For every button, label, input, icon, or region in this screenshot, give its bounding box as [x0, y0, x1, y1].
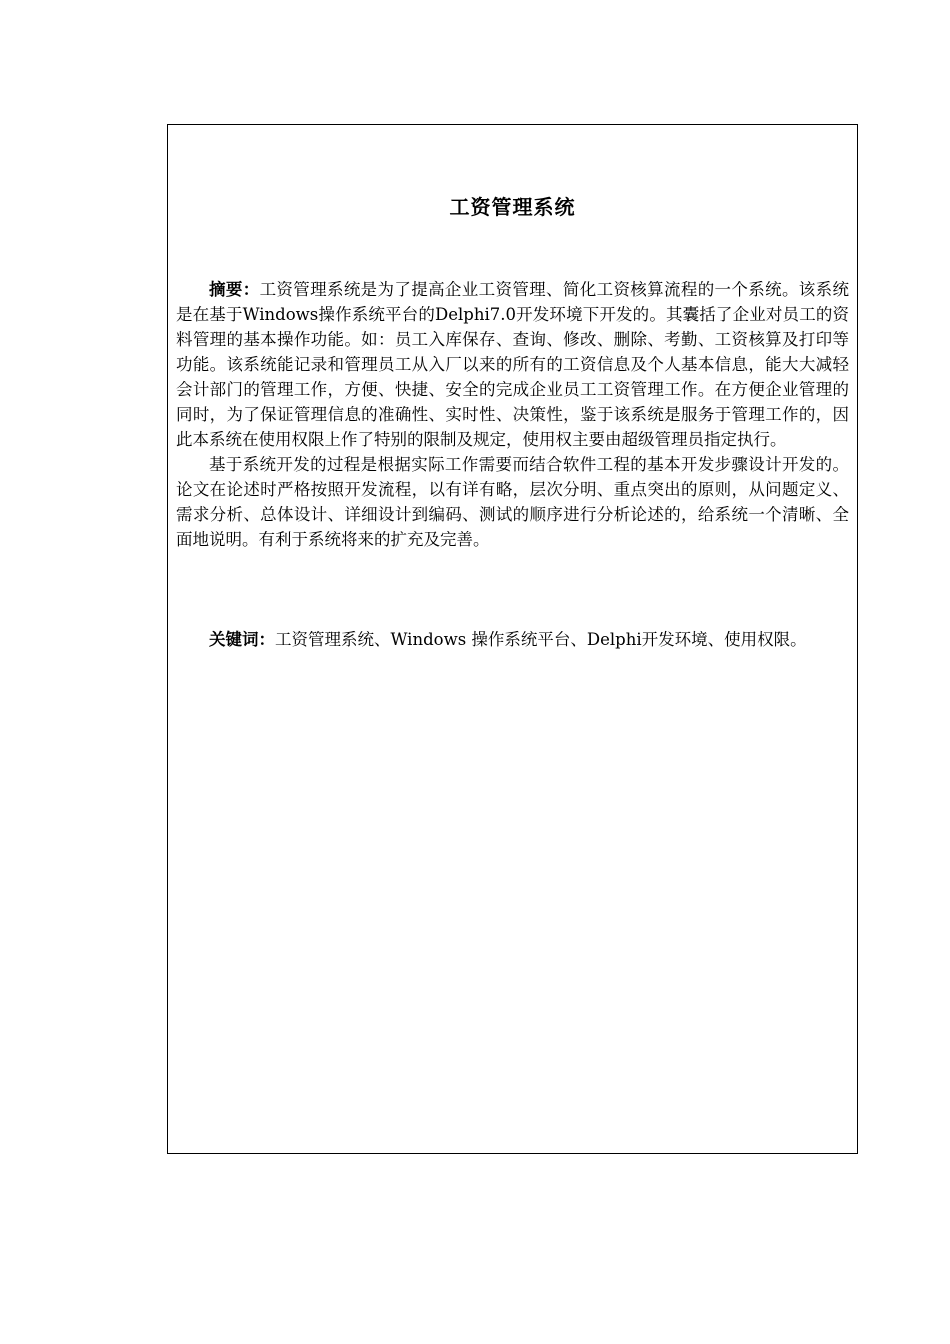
abstract-frame [167, 124, 858, 1154]
keywords-line [176, 623, 849, 657]
keywords-label: 关键词： [209, 630, 275, 649]
abstract-body [176, 277, 849, 552]
abstract-paragraph-1-text: 工资管理系统是为了提高企业工资管理、简化工资核算流程的一个系统。该系统是在基于Windows操作系统平台的Delphi7.0开发环境下开发的。其囊括了企业对员工的资料管理的基本操作功能。如：员工入库保存、查询、修改、删除、考勤、工资核算及打印等功能。该系统能记录和管理员工从入厂以来的所有的工资信息及个人基本信息，能大大减轻会计部门的管理工作，方便、快捷、安全的完成企业员工工资管理工作。在方便企业管理的同时，为了保证管理信息的准确性、实时性、决策性，鉴于该系统是服务于管理工作的，因此本系统在使用权限上作了特别的限制及规定，使用权主要由超级管理员指定执行。 [176, 280, 850, 449]
abstract-paragraph-2: 基于系统开发的过程是根据实际工作需要而结合软件工程的基本开发步骤设计开发的。论文在论述时严格按照开发流程，以有详有略，层次分明、重点突出的原则，从问题定义、需求分析、总体设计、详细设计到编码、测试的顺序进行分析论述的，给系统一个清晰、全面地说明。有利于系统将来的扩充及完善。 [176, 455, 849, 549]
document-title: 工资管理系统 [449, 195, 576, 219]
abstract-label: 摘要： [209, 280, 260, 299]
abstract-paragraph-1 [176, 277, 849, 452]
keywords-text: 工资管理系统、Windows 操作系统平台、Delphi开发环境、使用权限。 [275, 630, 807, 649]
